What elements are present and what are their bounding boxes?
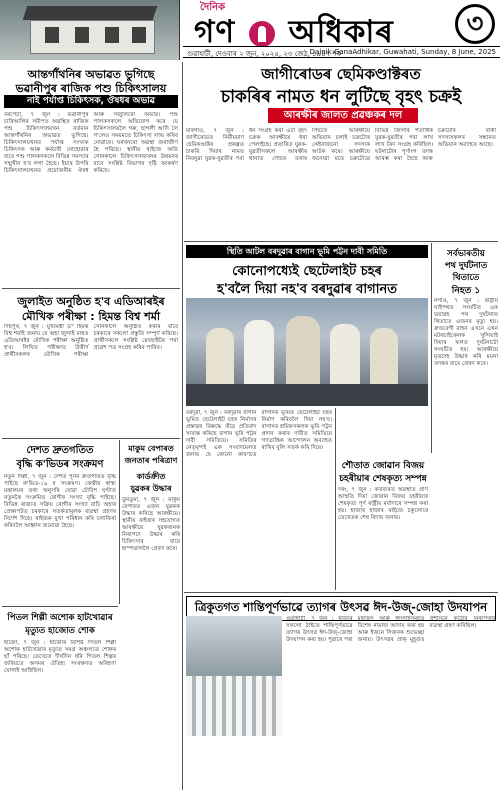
bottom-headline: ত্ৰিকুতগত শান্তিপূৰ্ণভাৱে ত্যাগৰ উৎসৱ ঈদ-উজ্-জোহা উদযাপন — [186, 596, 496, 621]
masthead — [0, 0, 500, 60]
paper-name — [188, 2, 438, 50]
bottom-body: গুৱাহাটী, ৭ জুন : ৰাজ্যৰ সকলো ঠাইতে শান্তিপূৰ্ণভাৱে ত্যাগৰ উৎসৱ ঈদ-উজ্-জোহা উদযাপন কৰা হয়। পুৱাৰে পৰা মছজিদ আৰু ঈদগাহসমূহত বিশেষ নামাজ আদায় কৰা হয় আৰু ইজনে সিজনক শুভেচ্ছা জনায়। উৎসৱৰ প্ৰাক্ মুহূৰ্তত প্ৰশাসনে কঠোৰ নিৰাপত্তাৰ ব্যৱস্থা গ্ৰহণ কৰিছিল। — [286, 616, 496, 643]
story4-headline-4: যুৱকৰ উদ্ধাৰ — [130, 483, 172, 493]
divider — [184, 592, 498, 593]
logo-mark-icon — [249, 21, 275, 47]
dateline — [183, 46, 500, 58]
story6-headline-1: কোনোপধ্যেই ছেটেলাইট চহৰ — [232, 264, 382, 279]
dateline-right: Dainik GanaAdhikar, Guwahati, Sunday, 8 June, 2025 — [309, 48, 496, 56]
story1-body: বৰপেটা, ৭ জুন : ভৱানীপুৰ চাৰিআলিৰ সমীপত অৱস্থিত ৰাজিক পশু চিকিৎসালয়খন বৰ্তমান আন্তৰ্গাঁথনিৰ অভাৱত ভুগিছে। চিকিৎসালয়খনত পৰ্যাপ্ত সংখ্যক চিকিৎসক আৰু কৰ্মচাৰী নোহোৱাৰ বাবে পশু পালকসকলে বিভিন্ন সমস্যাৰ সন্মুখীন হ'ব লগা হৈছে। ইয়াৰ উপৰি চিকিৎসালয়খনত প্ৰয়োজনীয় ঔষধ আৰু সঁজুলিৰো অভাৱ। পশু পালকসকলে অভিযোগ কৰে যে চিকিৎসালয়লৈ গৰু, ছাগলী আদি লৈ গ'লেও সময়মতে চিকিৎসা লাভ কৰিব নোৱাৰে। ঘৰখনৰো অৱস্থা জৰাজীৰ্ণ হৈ পৰিছে। স্থানীয় ৰাইজে অতি সোনকালে চিকিৎসালয়খনৰ উন্নয়নৰ বাবে সংশ্লিষ্ট বিভাগৰ দৃষ্টি আকৰ্ষণ কৰিছে। — [4, 112, 178, 174]
story5-body: হাজো, ৭ জুন : হাজোৰ বিশিষ্ট পিতল শিল্পী অশোক হাটখোৱাৰ মৃত্যুত সমগ্ৰ অঞ্চলতে শোকৰ ছাঁ পৰিছে। তেখেতে দীৰ্ঘদিন ধৰি পিতল শিল্পৰ জৰিয়তে অসমৰ ঐতিহ্য সংৰক্ষণত অৰিহণা যোগাই আহিছিল। — [4, 640, 116, 674]
sidebar-headline-1: সৰ্বভাৰতীয় — [447, 249, 485, 259]
divider — [2, 288, 180, 289]
divider — [431, 243, 432, 453]
sidebar-headline-4: নিহত ১ — [451, 286, 481, 296]
sidebar-body: নগাঁও, ৭ জুন : ৰাষ্ট্ৰীয় ঘাইপথত সংঘটিত এক ভয়াৱহ পথ দুৰ্ঘটনাত থিতাতে এজনৰ মৃত্যু হয়। দ্ৰুতবেগী বাহন এখনে এখন মটৰচাইকেলক খুন্দিয়াই দিয়াৰ ফলত দুৰ্ঘটনাটো সংঘটিত হয়। আৰক্ষীয়ে মৃতদেহ উদ্ধাৰ কৰি ময়না তদন্তৰ বাবে প্ৰেৰণ কৰে। — [434, 298, 498, 367]
story3-headline-1: দেশত দ্ৰুতগতিত — [26, 445, 94, 456]
divider — [2, 606, 118, 607]
story4-body: ডুমডুমা, ৭ জুন : মাকুম বেপাৰত এজন যুৱকক উদ্ধাৰ কৰিছে আৰক্ষীয়ে। স্থানীয় ৰাইজৰ সহযোগত আৰক্ষীয়ে যুৱকজনক নিৰাপদে উদ্ধাৰ কৰি চিকিৎসাৰ বাবে হাস্পতাললৈ প্ৰেৰণ কৰে। — [122, 497, 180, 552]
page-number: ৩ — [455, 4, 495, 44]
story2-headline-1: জুলাইত অনুষ্ঠিত হ'ব এডিআৰইৰ — [17, 295, 165, 308]
sidebar-headline-3: থিতাতে — [452, 273, 480, 283]
paper-name-part2: অধিকাৰ — [288, 14, 394, 50]
story6-photo — [186, 298, 428, 406]
divider — [182, 62, 183, 790]
dateline-left: গুৱাহাটী, দেওবাৰ ২ জুন, ২০২৫, ২৩ জেঠ, ১৯৪৭ শক — [187, 50, 342, 58]
masthead-photo — [0, 0, 180, 60]
lead-body: মৰিগাঁও, ৭ জুন : জাগীৰোডত নিৰ্মীয়মাণ ছেমিকণ্ডাক্টৰ প্ৰকল্পত চাকৰি দিয়াৰ নামত নিবনুৱা যুৱক-যুৱতীৰ পৰা ধন সংগ্ৰহ কৰা এটা বৃহৎ চক্ৰক আৰক্ষীয়ে ধৰা পেলাইছে। প্ৰতাৰিত যুৱক-যুৱতীসকলে আৰক্ষীৰ থানাত গোচৰ তৰাৰ পিছতে আৰক্ষীয়ে অভিযান চলাই চক্ৰটোৰ কেইবাজনো সদস্যক আটক কৰে। আৰক্ষীয়ে জনোৱা মতে চক্ৰটোৱে বিভিন্ন জিলাৰ শতাধিক যুৱক-যুৱতীৰ পৰা লাখ লাখ টকা সংগ্ৰহ কৰিছিল। ঘটনাটোৰ পূৰ্ণাংগ তদন্ত আৰম্ভ কৰা হৈছে আৰু চক্ৰটোৰ বাকী সদস্যসকলৰ সন্ধানত অভিযান অব্যাহত আছে। — [186, 128, 496, 162]
story1-headline-2: ভৱানীপুৰ ৰাজিক পশু চিকিৎসালয় — [15, 82, 167, 95]
lead-strap: আৰক্ষীৰ জালত প্ৰৱঞ্চকৰ দল — [268, 108, 418, 123]
divider — [335, 408, 336, 590]
bottom-photo — [186, 616, 282, 736]
story4-headline-3: কাৰ্ডক্ৰীত — [136, 471, 166, 481]
divider — [2, 438, 180, 439]
paper-name-part1: গণ — [194, 14, 236, 50]
story7-headline-1: শৌতাত জোৱান বিজয় — [341, 461, 425, 471]
lead-kicker: জাগীৰোডৰ ছেমিকণ্ডাক্টৰত — [261, 65, 421, 83]
divider — [119, 440, 120, 604]
story5-headline-1: পিতল শিল্পী অশোক হাটখোৱাৰ — [7, 613, 113, 623]
story5-headline-2: মৃত্যুত হাজোত শোক — [25, 626, 95, 636]
lead-headline: চাকৰিৰ নামত ধন লুটিছে বৃহৎ চক্ৰই — [220, 87, 462, 107]
story4-headline-1: মাকুম বেপাৰত — [128, 443, 174, 453]
story1-headline-1: আন্তৰ্গাঁথনিৰ অভাৱত ভুগিছে — [27, 68, 155, 81]
sidebar-headline-2: পথ দুৰ্ঘটনাত — [444, 261, 488, 271]
story7-body: দৰং, ৭ জুন : কৰ্তব্যৰত অৱস্থাত প্ৰাণ আহুতি দিয়া জোৱান বিজয় চহৰীয়াৰ শেষকৃত্য পূৰ্ণ ৰাষ্ট্ৰীয় মৰ্যাদাৰে সম্পন্ন কৰা হয়। হাজাৰ হাজাৰ ৰাইজে চকুলোৰে তেখেতক শেষ বিদায় জনায়। — [338, 487, 428, 521]
story6-headline-2: হ'বলৈ দিয়া নহ'ব বৰদুৱাৰ বাগানত — [217, 282, 397, 297]
story1-strap: নাই পৰ্যাপ্ত চিকিৎসক, ঔষধৰ অভাৱ — [4, 95, 178, 108]
story6-body: বৰদুৱা, ৭ জুন : বৰদুৱাৰ বাগান ভূমিত ছেটেলাইট চহৰ নিৰ্মাণৰ প্ৰস্তাৱৰ বিৰুদ্ধে তীব্ৰ প্ৰতিবাদ সাব্যস্ত কৰিছে বাগান ভূমি পট্টন দাবী সমিতিয়ে। সমিতিৰ নেতৃবৃন্দই এক সংবাদমেলত জনায় যে কোনো কাৰণতে বাগানৰ ভূমিত ছেটেলাইট চহৰ নিৰ্মাণ কৰিবলৈ দিয়া নহ'ব। বাগানৰ শ্ৰমিকসকলক ভূমি পট্টন প্ৰদান কৰাৰ দাবীত সমিতিয়ে গণতান্ত্ৰিক আন্দোলন অব্যাহত ৰাখিব বুলি সতৰ্ক কৰি দিয়ে। — [186, 410, 332, 458]
sidebar-body-continued — [432, 458, 498, 588]
divider — [184, 241, 498, 242]
story6-kicker: স্থিতি আটল বৰদুৱাৰ বাগান ভূমি পট্টন দাবী সমিতি — [186, 245, 428, 258]
story3-body: নতুন দিল্লী, ৭ জুন : দেশত পুনৰ দ্ৰুতগতিত বৃদ্ধি পাইছে ক'ভিড-১৯ ৰ সংক্ৰমণ। কেন্দ্ৰীয় স্বাস্থ্য মন্ত্ৰালয়ৰ তথ্য অনুসৰি যোৱা চৌবিশ ঘণ্টাত নতুনকৈ সংক্ৰমিত ৰোগীৰ সংখ্যা বৃদ্ধি পাইছে। বিভিন্ন ৰাজ্যত সক্ৰিয় ৰোগীৰ সংখ্যা বাঢ়ি অহাৰ প্ৰেক্ষাপটত চৰকাৰে সতৰ্কতামূলক ব্যৱস্থা গ্ৰহণৰ নিৰ্দেশ দিছে। ৰাইজক মুখা পৰিধান কৰি চলাফিৰা কৰিবলৈ আহ্বান জনোৱা হৈছে। — [4, 474, 116, 529]
paper-name-dainik: দৈনিক — [200, 2, 226, 13]
story2-headline-2: মৌখিক পৰীক্ষা : হিমন্ত বিশ্ব শৰ্মা — [21, 310, 161, 323]
story3-headline-2: বৃদ্ধি ক'ভিডৰ সংক্ৰমণ — [16, 459, 104, 470]
story4-headline-2: জনতাৰ পৰিত্ৰাণ — [124, 455, 178, 465]
story7-headline-2: চহৰীয়াৰ শেষকৃত্য সম্পন্ন — [339, 474, 427, 484]
story2-body: দিছপুৰ, ৭ জুন : মুখ্যমন্ত্ৰী ড° হিমন্ত বিশ্ব শৰ্মাই জনায় যে অহা জুলাই মাহত এডিআৰইৰ মৌখিক পৰীক্ষা অনুষ্ঠিত হ'ব। লিখিত পৰীক্ষাত উত্তীৰ্ণ প্ৰাৰ্থীসকলৰ মৌখিক পৰীক্ষা সোনকালে অনুষ্ঠিত কৰাৰ বাবে চৰকাৰে সকলো প্ৰস্তুতি সম্পূৰ্ণ কৰিছে। প্ৰাৰ্থীসকলে সংশ্লিষ্ট ৱেবছাইটৰ পৰা প্ৰৱেশ পত্ৰ সংগ্ৰহ কৰিব পাৰিব। — [4, 324, 178, 358]
